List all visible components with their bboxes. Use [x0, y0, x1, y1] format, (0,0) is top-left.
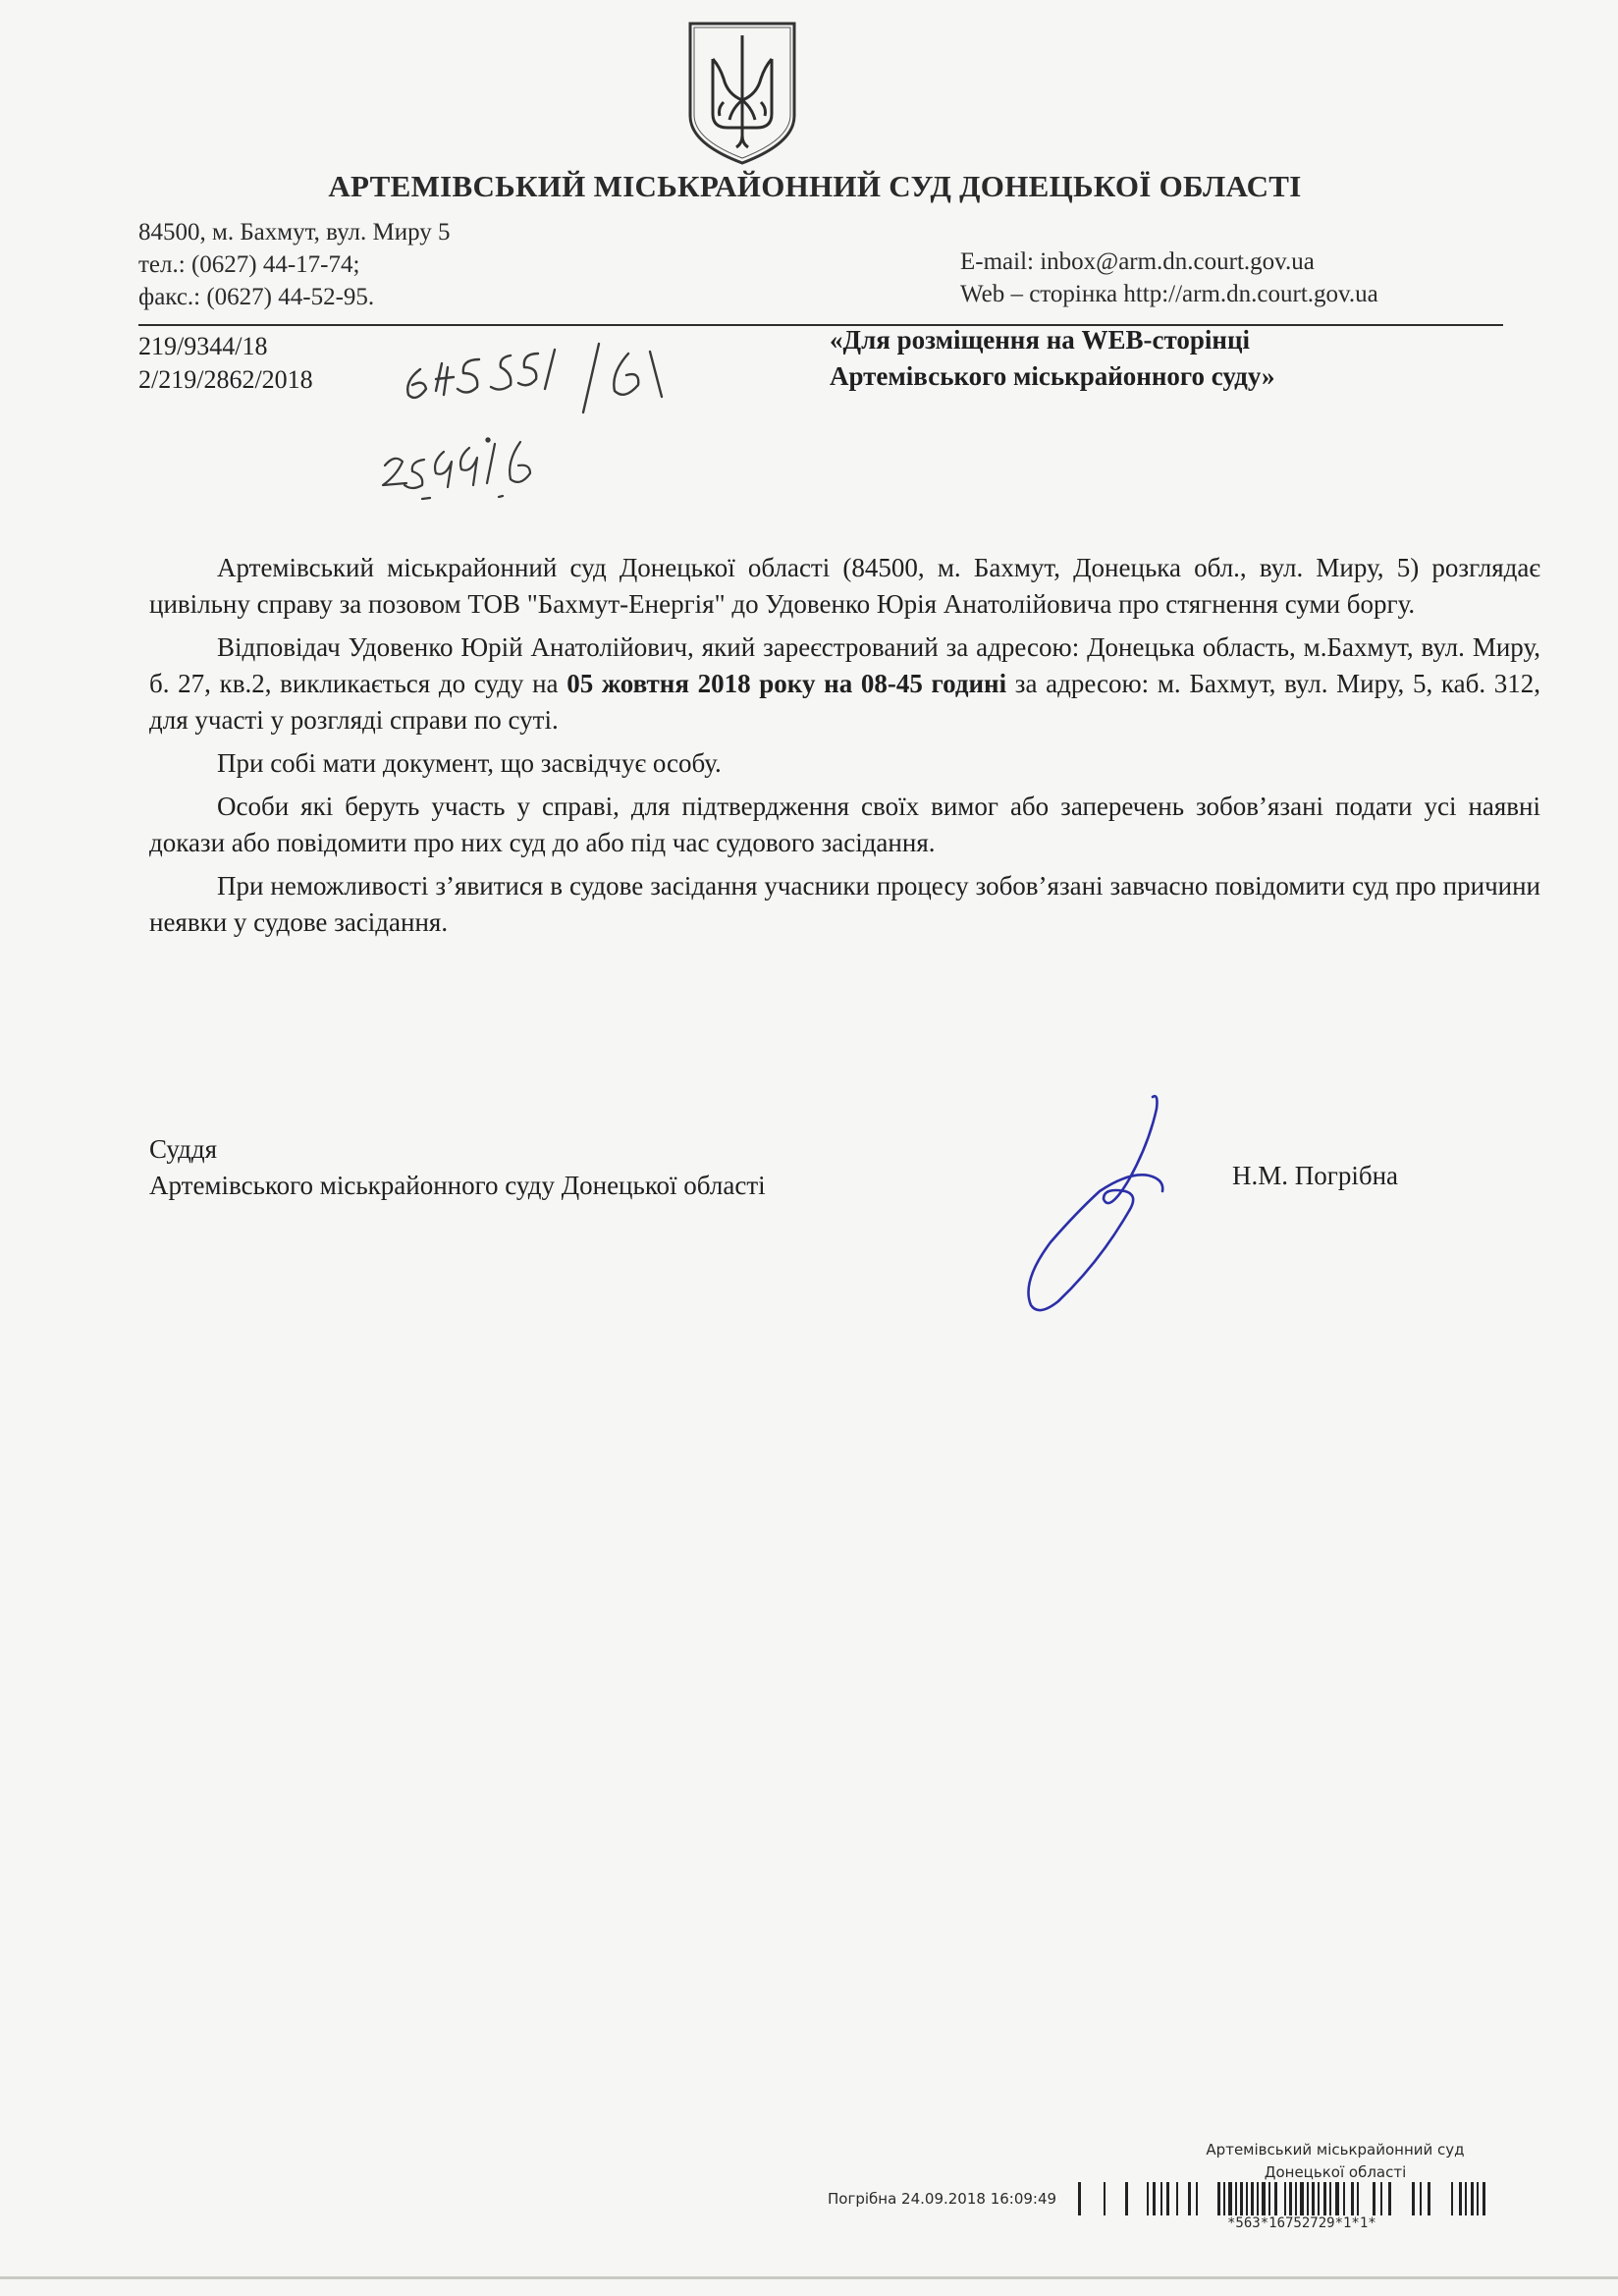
contact-block-left: [138, 216, 451, 313]
paragraph-id-document: При собі мати документ, що засвідчує особу.: [217, 748, 722, 778]
paragraph-evidence: Особи які беруть участь у справі, для підтвердження своїх вимог або заперечень зобов’язані подати усі наявні докази або повідомити про них суд до або під час судового засідання.: [149, 792, 1540, 857]
registration-org-line2: Донецької області: [1264, 2163, 1407, 2181]
judge-title-block: [149, 1131, 766, 1204]
judge-signature: [982, 1085, 1198, 1321]
court-website: Web – сторінка http://arm.dn.court.gov.ua: [960, 281, 1378, 307]
judge-name: Н.М. Погрібна: [1232, 1161, 1399, 1190]
paragraph-absence: При неможливості з’явитися в судове засідання учасники процесу зобов’язані завчасно повідомити суд про причини неявки у судове засідання.: [149, 871, 1540, 937]
case-references: [138, 330, 313, 397]
barcode: [1078, 2182, 1559, 2217]
page-edge: [0, 2276, 1618, 2279]
hearing-datetime: 05 жовтня 2018 року на 08-45 годині: [566, 669, 1007, 698]
registration-org-line1: Артемівський міськрайонний суд: [1206, 2141, 1465, 2159]
paragraph-summons: [149, 629, 1540, 738]
summons-text-end: за адресою: м. Бахмут, вул. Миру, 5, каб. 312, для участі у розгляді справи по суті.: [149, 669, 1540, 735]
handwritten-incoming-number: [407, 344, 662, 412]
registrar-timestamp: Погрібна 24.09.2018 16:09:49: [828, 2190, 1057, 2208]
placement-note: [830, 322, 1275, 395]
summons-text-start: Відповідач Удовенко Юрій Анатолійович, який зареєстрований за адресою: Донецька область, м.Бахмут, вул. Миру, б. 27, кв.2, викликається до суду на: [149, 632, 1540, 698]
placement-note-line1: «Для розміщення на WEB-сторінці: [830, 325, 1251, 355]
court-fax: факс.: (0627) 44-52-95.: [138, 284, 375, 310]
court-address: 84500, м. Бахмут, вул. Миру 5: [138, 219, 451, 246]
judge-title-line1: Суддя: [149, 1134, 218, 1164]
judge-title-line2: Артемівського міськрайонного суду Донецької області: [149, 1171, 766, 1200]
header-divider: [138, 324, 1503, 326]
placement-note-line2: Артемівського міськрайонного суду»: [830, 361, 1275, 391]
proceeding-number: 2/219/2862/2018: [138, 365, 313, 394]
coat-of-arms-emblem: [684, 18, 800, 167]
paragraph-case-description: Артемівський міськрайонний суд Донецької області (84500, м. Бахмут, Донецька обл., вул. Миру, 5) розглядає цивільну справу за позовом ТОВ "Бахмут-Енергія" до Удовенко Юрія Анатолійовича про стягнення суми боргу.: [149, 553, 1540, 619]
court-name-heading: АРТЕМІВСЬКИЙ МІСЬКРАЙОННИЙ СУД ДОНЕЦЬКОЇ ОБЛАСТІ: [328, 169, 1302, 203]
registration-stamp: [1159, 2139, 1512, 2184]
barcode-number: *563*16752729*1*1*: [1227, 2215, 1376, 2231]
court-email: E-mail: inbox@arm.dn.court.gov.ua: [960, 248, 1315, 275]
handwritten-date: [383, 438, 530, 499]
case-number: 219/9344/18: [138, 332, 268, 360]
contact-block-right: [960, 246, 1378, 310]
court-phone: тел.: (0627) 44-17-74;: [138, 251, 360, 278]
notice-body: [149, 550, 1540, 948]
